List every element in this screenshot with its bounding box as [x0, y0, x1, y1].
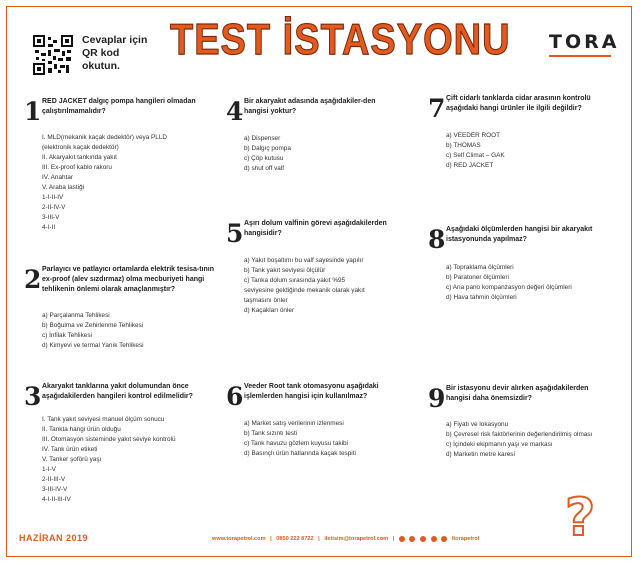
- options-list: [446, 420, 592, 460]
- qr-code-icon[interactable]: [33, 35, 73, 75]
- question-text: Veeder Root tank otomasyonu aşağıdaki işlemlerden hangisi için kullanılmaz?: [244, 383, 379, 400]
- option[interactable]: a) Topraklama ölçümleri: [446, 264, 514, 271]
- question-text: Aşağıdaki ölçümlerden hangisi bir akaryakıt istasyonunda yapılmaz?: [446, 226, 593, 243]
- question-text: Aşırı dolum valfinin görevi aşağıdakilerden hangisidir?: [244, 220, 387, 237]
- question-number: 7: [428, 94, 446, 123]
- tora-logo[interactable]: [549, 31, 620, 53]
- option[interactable]: c) Self Climat – GAK: [446, 152, 505, 159]
- question-number: 4: [226, 97, 244, 126]
- option[interactable]: I. Tank yakıt seviyesi manuel ölçüm sonucu: [42, 416, 165, 423]
- question-number: 2: [24, 265, 42, 294]
- instagram-icon[interactable]: [399, 536, 405, 542]
- option[interactable]: 4-I-II: [42, 224, 56, 231]
- option[interactable]: 3-III-IV-V: [42, 486, 68, 493]
- option[interactable]: a) Parçalanma Tehlikesi: [42, 312, 110, 319]
- question-mark-icon: ?: [565, 488, 596, 548]
- question-number: 3: [24, 382, 42, 411]
- option[interactable]: c) İçindeki ekipmanın yaşı ve markası: [446, 441, 553, 448]
- option[interactable]: a) VEEDER ROOT: [446, 132, 500, 139]
- option[interactable]: d) Marketin metre karesi: [446, 451, 515, 458]
- linkedin-icon[interactable]: [409, 536, 415, 542]
- option[interactable]: II. Akaryakıt tankında yakıt: [42, 154, 117, 161]
- phone-number[interactable]: 0850 222 8722: [276, 536, 314, 543]
- website-link[interactable]: www.torapetrol.com: [212, 536, 266, 543]
- facebook-icon[interactable]: [420, 536, 426, 542]
- question-text: RED JACKET dalgıç pompa hangileri olmadan çalıştırılmamalıdır?: [42, 98, 196, 115]
- option[interactable]: c) Tanka dolum sırasında yakıt %95: [244, 277, 346, 284]
- option[interactable]: d) Kaçakları önler: [244, 307, 295, 314]
- option[interactable]: c) Çöp kutusu: [244, 155, 284, 162]
- option[interactable]: b) Tank sızıntı testi: [244, 430, 298, 437]
- question-text: Akaryakıt tanklarına yakıt dolumundan önce aşağıdakilerden hangileri kontrol edilmelidir?: [42, 383, 193, 400]
- options-list: [42, 133, 167, 233]
- logo-text: TORA: [549, 31, 620, 53]
- options-list: [42, 415, 176, 505]
- option[interactable]: a) Fiyatı ve lokasyonu: [446, 421, 509, 428]
- twitter-icon[interactable]: [431, 536, 437, 542]
- option: taşmasını önler: [244, 297, 288, 304]
- question-number: 8: [428, 225, 446, 254]
- option[interactable]: b) Tank yakıt seviyesi ölçülür: [244, 267, 326, 274]
- option[interactable]: c) Ana pano kompanzasyon değeri ölçümleri: [446, 284, 572, 291]
- question-text: Parlayıcı ve patlayıcı ortamlarda elektrik tesisa-tının ex-proof (alev sızdırmaz) olma mecburiyeti hangi tehlikenin önlemi olarak amaçlanmıştır?: [42, 266, 214, 293]
- option[interactable]: d) Hava tahmin ölçümleri: [446, 294, 517, 301]
- email-link[interactable]: iletisim@torapetrol.com: [324, 536, 389, 543]
- question-number: 9: [428, 384, 446, 413]
- option[interactable]: III. Ex-proof kablo rakoru: [42, 164, 112, 171]
- option[interactable]: b) Boğulma ve Zehirlenme Tehlikesi: [42, 322, 144, 329]
- option[interactable]: b) Paratoner ölçümleri: [446, 274, 509, 281]
- option[interactable]: b) Çevresel risk faktörlerinin değerlendirilmiş olması: [446, 431, 593, 438]
- option[interactable]: d) RED JACKET: [446, 162, 494, 169]
- social-handle[interactable]: /torapetrol: [451, 536, 480, 543]
- option[interactable]: c) Tank havuzu gözlem kuyusu takibi: [244, 440, 348, 447]
- options-list: [42, 311, 144, 351]
- options-list: [244, 134, 291, 174]
- option[interactable]: IV. Anahtar: [42, 174, 74, 181]
- options-list: [446, 263, 572, 303]
- footer-contact: www.torapetrol.com | 0850 222 8722 | iletisim@torapetrol.com | /torapetrol: [212, 536, 480, 543]
- option[interactable]: d) shut off valf: [244, 165, 285, 172]
- option[interactable]: b) THOMAS: [446, 142, 481, 149]
- options-list: [446, 131, 505, 171]
- option[interactable]: 3-III-V: [42, 214, 60, 221]
- option[interactable]: II. Tankta hangi ürün olduğu: [42, 426, 121, 433]
- option[interactable]: (elektronik kaçak dedektör): [42, 144, 119, 151]
- option[interactable]: a) Dispenser: [244, 135, 281, 142]
- option[interactable]: IV. Tank ürün etiketi: [42, 446, 98, 453]
- option[interactable]: c) İnfilak Tehlikesi: [42, 332, 92, 339]
- logo-underline: [549, 55, 611, 57]
- issue-date: HAZİRAN 2019: [19, 533, 89, 543]
- option[interactable]: V. Tanker şoförü yaşı: [42, 456, 102, 463]
- option[interactable]: b) Dalgıç pompa: [244, 145, 291, 152]
- youtube-icon[interactable]: [441, 536, 447, 542]
- option[interactable]: d) Basınçlı ürün hatlarında kaçak tespiti: [244, 450, 356, 457]
- question-text: Bir istasyonu devir alırken aşağıdakilerden hangisi daha önemsizdir?: [446, 385, 589, 402]
- option[interactable]: a) Market satış verilerinin izlenmesi: [244, 420, 344, 427]
- option[interactable]: V. Araba lastiği: [42, 184, 85, 191]
- option[interactable]: III. Otomasyon sisteminde yakıt seviye kontrolü: [42, 436, 176, 443]
- question-number: 1: [24, 97, 42, 126]
- option[interactable]: 2-II-IV-V: [42, 204, 66, 211]
- question-text: Bir akaryakıt adasında aşağıdakiler-den hangisi yoktur?: [244, 98, 376, 115]
- option[interactable]: 2-II-III-V: [42, 476, 66, 483]
- question-number: 6: [226, 382, 244, 411]
- option[interactable]: I. MLD(mekanik kaçak dedektör) veya PLLD: [42, 134, 168, 141]
- question-text: Çift cidarlı tanklarda cidar arasının kontrolü aşağıdaki hangi ürünler ile ilgili değildir?: [446, 95, 591, 112]
- option[interactable]: a) Yakıt boşaltımı bu valf sayesinde yapılır: [244, 257, 364, 264]
- qr-instruction: Cevaplar için QR kod okutun.: [82, 34, 148, 72]
- page-title: TEST İSTASYONU: [170, 16, 511, 65]
- option[interactable]: 4-I-II-III-IV: [42, 496, 71, 503]
- option[interactable]: 1-I-V: [42, 466, 56, 473]
- option: seviyesine geldiğinde mekanik olarak yakıt: [244, 287, 365, 294]
- question-number: 5: [226, 219, 244, 248]
- options-list: [244, 419, 356, 459]
- option[interactable]: 1-I-II-IV: [42, 194, 64, 201]
- option[interactable]: d) Kimyevi ve termal Yanık Tehlikesi: [42, 342, 144, 349]
- options-list: [244, 256, 365, 316]
